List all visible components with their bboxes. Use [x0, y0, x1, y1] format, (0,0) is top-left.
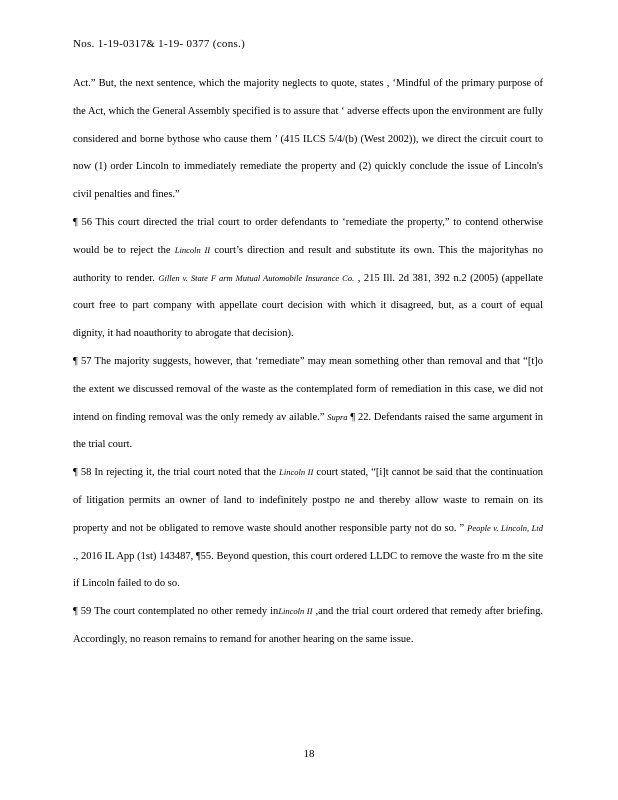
case-number-header: Nos. 1-19-0317& 1-19- 0377 (cons.)	[73, 38, 246, 50]
text: court’s direction and result and substitute its own. This the majorityhas no authority to render.	[73, 244, 543, 284]
text: ., 2016 IL App (1st) 143487, ¶55. Beyond question, this court ordered LLDC to remove the waste fro m the site if Lincoln failed to do so.	[73, 550, 543, 590]
text: ,and the trial court ordered that remedy after briefing. Accordingly, no reason remains to remand for another hearing on the same issue.	[73, 606, 543, 645]
page-number: 18	[303, 748, 315, 760]
case-citation: Lincoln II	[278, 606, 313, 617]
paragraph-continuation	[73, 70, 543, 209]
case-citation: Gillen v. State F arm Mutual Automobile Insurance Co.	[158, 272, 355, 283]
text: court stated, “[i]t cannot be said that the continuation of litigation permits an owner of land to indefinitely postpo ne and thereby allow waste to remain on its property and not be obligated to remove waste should another responsible party not do so. ”	[73, 467, 543, 534]
case-citation: Supra	[327, 411, 348, 422]
text: ¶ 58 In rejecting it, the trial court noted that the	[73, 467, 280, 479]
paragraph-57	[73, 348, 543, 459]
paragraph-59	[73, 598, 543, 654]
text: ¶ 59 The court contemplated no other remedy in	[73, 606, 279, 618]
text: ¶ 57 The majority suggests, however, that ‘remediate” may mean something other than removal and that “[t]o the extent we discussed removal of the waste as the contemplated form of remediation in this case, we did not intend on finding removal was the only remedy av ailable.”	[73, 355, 543, 423]
paragraph-58	[73, 459, 543, 598]
text: ¶ 22. Defendants raised the same argument in the trial court.	[73, 411, 543, 451]
case-citation: Lincoln II	[279, 467, 314, 478]
opinion-body	[73, 70, 543, 654]
text: , 215 Ill. 2d 381, 392 n.2 (2005) (appellate court free to part company with appellate court decision with which it disagreed, but, as a court of equal dignity, it had noauthority to abrogate that decision).	[73, 272, 544, 340]
case-citation: People v. Lincoln, Ltd	[467, 522, 543, 533]
text: Act.” But, the next sentence, which the majority neglects to quote, states , ‘Mindful of the primary purpose of the Act, which the General Assembly specified is to assure that ‘ adverse effects upon the environment are fully considered and borne bythose who cause them ’ (415 ILCS 5/4/(b) (West 2002)), we direct the circuit court to now (1) order Lincoln to immediately remediate the property and (2) quickly conclude the issue of Lincoln's civil penalties and fines.”	[73, 78, 543, 201]
paragraph-56	[73, 209, 543, 348]
case-citation: Lincoln II	[174, 244, 211, 255]
text: ¶ 56 This court directed the trial court to order defendants to ‘remediate the property,” to contend otherwise would be to reject the	[73, 216, 543, 256]
